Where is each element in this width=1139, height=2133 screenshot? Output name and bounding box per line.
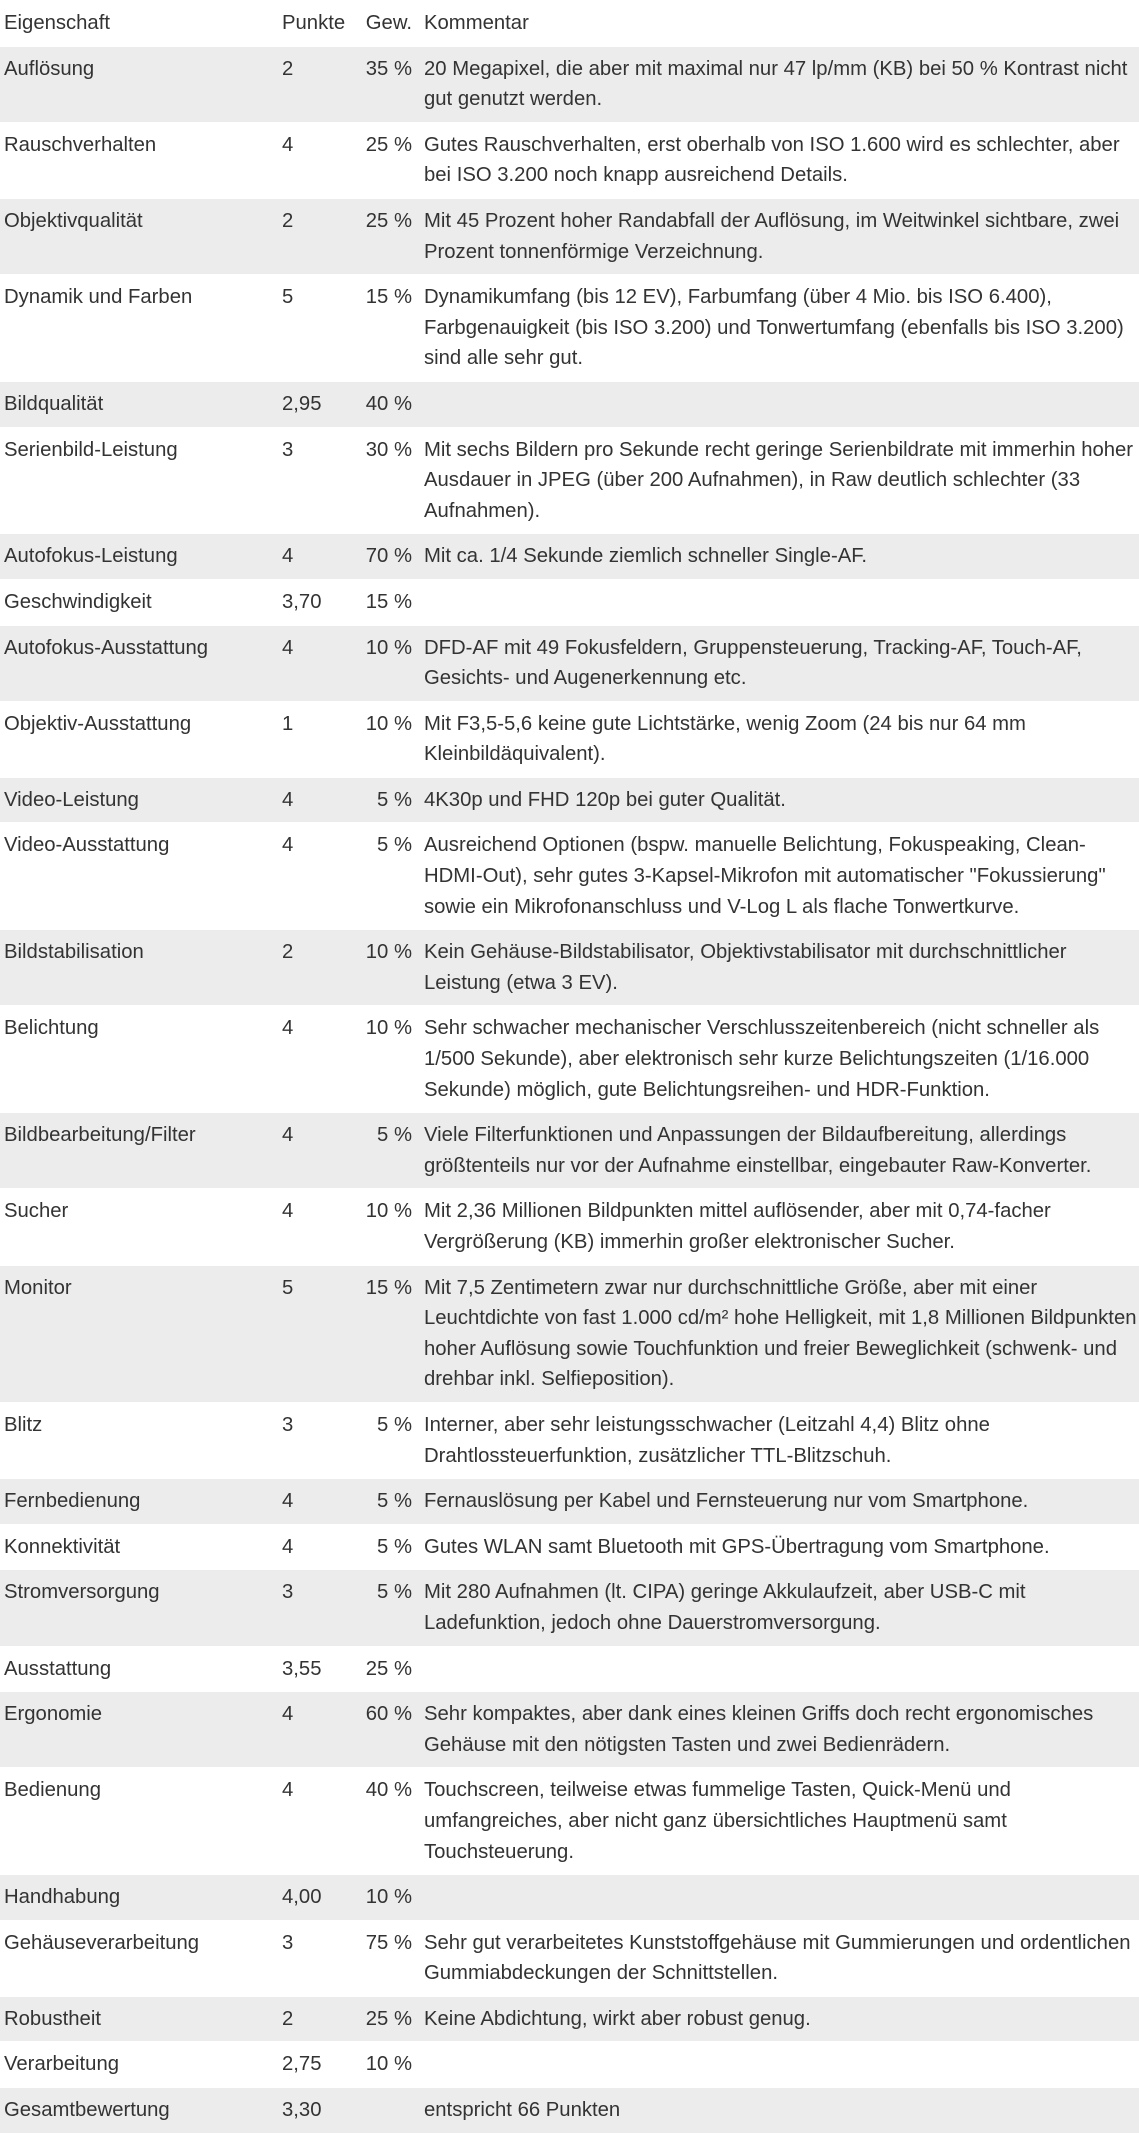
table-row	[0, 579, 1139, 625]
table-row	[0, 46, 1139, 122]
row-points: 3	[282, 1931, 294, 1954]
row-property: Robustheit	[4, 2007, 101, 2030]
row-weight: 10 %	[365, 636, 412, 659]
row-weight: 35 %	[365, 57, 412, 80]
row-property: Fernbedienung	[4, 1490, 141, 1513]
row-comment: Touchscreen, teilweise etwas fummelige Tasten, Quick-Menü und umfangreiches, aber nicht ganz übersichtliches Hauptmenü samt Touchsteuerung.	[424, 1779, 1011, 1863]
row-weight: 10 %	[365, 1886, 412, 1909]
row-property: Stromversorgung	[4, 1581, 160, 1604]
row-comment: Mit sechs Bildern pro Sekunde recht geringe Serienbildrate mit immerhin hoher Ausdauer in JPEG (über 200 Aufnahmen), in Raw deutlich schlechter (33 Aufnahmen).	[424, 438, 1134, 522]
row-weight: 40 %	[365, 1779, 412, 1802]
table-row	[0, 701, 1139, 777]
row-weight	[349, 2088, 424, 2133]
table-row	[0, 929, 1139, 1005]
row-points: 1	[282, 712, 294, 735]
row-points: 4	[282, 834, 294, 857]
row-points: 3,70	[282, 590, 322, 613]
row-points: 4	[282, 788, 294, 811]
row-weight: 5 %	[377, 1413, 412, 1436]
table-row	[0, 1646, 1139, 1692]
row-property: Gehäuseverarbeitung	[4, 1931, 200, 1954]
row-weight: 15 %	[365, 286, 412, 309]
row-weight: 15 %	[365, 1276, 412, 1299]
table-row	[0, 1265, 1139, 1402]
row-points: 3	[282, 1581, 294, 1604]
row-property: Serienbild-Leistung	[4, 438, 178, 461]
row-points: 3	[282, 438, 294, 461]
row-weight: 10 %	[365, 1200, 412, 1223]
table-row	[0, 822, 1139, 929]
row-points: 2	[282, 2007, 294, 2030]
row-comment: Sehr gut verarbeitetes Kunststoffgehäuse mit Gummierungen und ordentlichen Gummiabdeckungen der Schnittstellen.	[424, 1931, 1131, 1985]
table-row	[0, 1569, 1139, 1645]
row-comment: Mit 280 Aufnahmen (lt. CIPA) geringe Akkulaufzeit, aber USB-C mit Ladefunktion, jedoch ohne Dauerstromversorgung.	[424, 1581, 1026, 1634]
table-row	[0, 625, 1139, 701]
row-weight: 10 %	[365, 1017, 412, 1040]
row-weight: 25 %	[365, 209, 412, 232]
row-property: Geschwindigkeit	[4, 590, 152, 613]
row-points: 4	[282, 1124, 294, 1147]
row-weight: 10 %	[365, 712, 412, 735]
row-property: Belichtung	[4, 1017, 99, 1040]
row-property: Monitor	[4, 1276, 72, 1299]
row-weight: 5 %	[377, 788, 412, 811]
row-points: 3	[282, 1413, 294, 1436]
row-comment: Ausreichend Optionen (bspw. manuelle Belichtung, Fokuspeaking, Clean-HDMI-Out), sehr gutes 3-Kapsel-Mikrofon mit automatischer "Fokussierung" sowie ein Mikrofonanschluss und V-Log L als flache Tonwertkurve.	[424, 834, 1106, 918]
row-comment	[424, 580, 1139, 625]
row-weight: 10 %	[365, 2053, 412, 2076]
row-comment: Fernauslösung per Kabel und Fernsteuerung nur vom Smartphone.	[424, 1490, 1029, 1513]
row-weight: 25 %	[365, 133, 412, 156]
row-comment: Mit F3,5-5,6 keine gute Lichtstärke, wenig Zoom (24 bis nur 64 mm Kleinbildäquivalent).	[424, 712, 1026, 766]
row-comment	[424, 2042, 1139, 2087]
row-property: Bildbearbeitung/Filter	[4, 1124, 196, 1147]
row-comment: Kein Gehäuse-Bildstabilisator, Objektivstabilisator mit durchschnittlicher Leistung (etwa 3 EV).	[424, 941, 1067, 994]
row-weight: 75 %	[365, 1931, 412, 1954]
row-points: 2	[282, 57, 294, 80]
row-property: Bildqualität	[4, 392, 104, 415]
row-comment: Viele Filterfunktionen und Anpassungen der Bildaufbereitung, allerdings größtenteils nur vor der Aufnahme einstellbar, eingebauter Raw-Konverter.	[424, 1124, 1092, 1177]
row-comment: Keine Abdichtung, wirkt aber robust genug.	[424, 2007, 811, 2030]
table-row	[0, 2041, 1139, 2087]
row-weight: 30 %	[365, 438, 412, 461]
table-header-row	[0, 0, 1139, 46]
table-row	[0, 1874, 1139, 1920]
row-property: Ausstattung	[4, 1657, 112, 1680]
row-property: Video-Leistung	[4, 788, 139, 811]
row-property: Video-Ausstattung	[4, 834, 170, 857]
row-property: Ergonomie	[4, 1703, 103, 1726]
row-weight: 5 %	[377, 1124, 412, 1147]
row-comment	[424, 1647, 1139, 1692]
row-comment	[424, 1875, 1139, 1920]
row-property: Gesamtbewertung	[4, 2099, 170, 2122]
row-property: Sucher	[4, 1200, 69, 1223]
table-row	[0, 777, 1139, 823]
table-row	[0, 1478, 1139, 1524]
row-comment: 4K30p und FHD 120p bei guter Qualität.	[424, 788, 786, 811]
row-comment: Sehr kompaktes, aber dank eines kleinen Griffs doch recht ergonomisches Gehäuse mit den nötigsten Tasten und zwei Bedienrädern.	[424, 1703, 1094, 1756]
table-row	[0, 198, 1139, 274]
table-row	[0, 2087, 1139, 2133]
table-row	[0, 1524, 1139, 1570]
row-weight: 5 %	[377, 1535, 412, 1558]
row-points: 5	[282, 286, 294, 309]
row-comment: Mit 7,5 Zentimetern zwar nur durchschnittliche Größe, aber mit einer Leuchtdichte von fast 1.000 cd/m² hohe Helligkeit, mit 1,8 Millionen Bildpunkten hoher Auflösung sowie Touchfunktion und freier Beweglichkeit (schwenk- und drehbar inkl. Selfieposition).	[424, 1276, 1137, 1391]
table-body	[0, 46, 1139, 2133]
row-comment: Interner, aber sehr leistungsschwacher (Leitzahl 4,4) Blitz ohne Drahtlossteuerfunktion, zusätzlicher TTL-Blitzschuh.	[424, 1413, 990, 1467]
row-weight: 10 %	[365, 941, 412, 964]
row-points: 4	[282, 1779, 294, 1802]
table-row	[0, 427, 1139, 534]
row-points: 4	[282, 133, 294, 156]
row-weight: 5 %	[377, 1490, 412, 1513]
table-row	[0, 1188, 1139, 1264]
row-comment: DFD-AF mit 49 Fokusfeldern, Gruppensteuerung, Tracking-AF, Touch-AF, Gesichts- und Augenerkennung etc.	[424, 636, 1082, 690]
table-row	[0, 274, 1139, 381]
row-comment: entspricht 66 Punkten	[424, 2099, 621, 2122]
table-row	[0, 1112, 1139, 1188]
row-property: Verarbeitung	[4, 2053, 120, 2076]
row-weight: 60 %	[365, 1703, 412, 1726]
table-row	[0, 1920, 1139, 1996]
row-points: 3,30	[282, 2099, 322, 2122]
row-points: 4	[282, 1017, 294, 1040]
row-comment: Mit ca. 1/4 Sekunde ziemlich schneller Single-AF.	[424, 545, 868, 568]
row-property: Bildstabilisation	[4, 941, 144, 964]
row-comment: 20 Megapixel, die aber mit maximal nur 47 lp/mm (KB) bei 50 % Kontrast nicht gut genutzt werden.	[424, 57, 1128, 111]
row-points: 2	[282, 209, 294, 232]
row-property: Autofokus-Leistung	[4, 545, 178, 568]
row-weight: 25 %	[365, 1657, 412, 1680]
row-points: 4	[282, 1490, 294, 1513]
row-property: Handhabung	[4, 1886, 121, 1909]
table-row	[0, 533, 1139, 579]
table-row	[0, 1996, 1139, 2042]
row-comment: Gutes Rauschverhalten, erst oberhalb von ISO 1.600 wird es schlechter, aber bei ISO 3.200 noch knapp ausreichend Details.	[424, 133, 1120, 187]
row-comment: Gutes WLAN samt Bluetooth mit GPS-Übertragung vom Smartphone.	[424, 1535, 1050, 1558]
table-row	[0, 122, 1139, 198]
row-comment	[424, 382, 1139, 427]
row-weight: 40 %	[365, 392, 412, 415]
row-property: Bedienung	[4, 1779, 101, 1802]
row-property: Blitz	[4, 1413, 43, 1436]
row-property: Objektivqualität	[4, 209, 143, 232]
row-points: 4	[282, 1535, 294, 1558]
row-property: Autofokus-Ausstattung	[4, 636, 209, 659]
row-comment: Mit 2,36 Millionen Bildpunkten mittel auflösender, aber mit 0,74-facher Vergrößerung (KB) immerhin großer elektronischer Sucher.	[424, 1200, 1051, 1253]
row-comment: Dynamikumfang (bis 12 EV), Farbumfang (über 4 Mio. bis ISO 6.400), Farbgenauigkeit (bis ISO 3.200) und Tonwertumfang (ebenfalls bis ISO 3.200) sind alle sehr gut.	[424, 286, 1124, 370]
row-property: Auflösung	[4, 57, 95, 80]
row-property: Konnektivität	[4, 1535, 121, 1558]
row-points: 4	[282, 1703, 294, 1726]
table-row	[0, 1767, 1139, 1874]
row-points: 4	[282, 545, 294, 568]
row-points: 5	[282, 1276, 294, 1299]
row-points: 2	[282, 941, 294, 964]
header-property: Eigenschaft	[4, 12, 110, 34]
header-points: Punkte	[282, 12, 346, 34]
table-row	[0, 1691, 1139, 1767]
row-property: Rauschverhalten	[4, 133, 157, 156]
table-row	[0, 1005, 1139, 1112]
row-property: Dynamik und Farben	[4, 286, 193, 309]
row-points: 4,00	[282, 1886, 322, 1909]
row-points: 4	[282, 1200, 294, 1223]
row-points: 3,55	[282, 1657, 322, 1680]
header-comment: Kommentar	[424, 12, 529, 34]
header-weight: Gew.	[365, 12, 412, 34]
row-points: 2,75	[282, 2053, 322, 2076]
row-property: Objektiv-Ausstattung	[4, 712, 192, 735]
row-points: 4	[282, 636, 294, 659]
row-points: 2,95	[282, 392, 322, 415]
row-weight: 5 %	[377, 834, 412, 857]
row-weight: 25 %	[365, 2007, 412, 2030]
row-comment: Sehr schwacher mechanischer Verschlusszeitenbereich (nicht schneller als 1/500 Sekunde), aber elektronisch sehr kurze Belichtungszeiten (1/16.000 Sekunde) möglich, gute Belichtungsreihen- und HDR-Funktion.	[424, 1017, 1100, 1101]
table-row	[0, 1402, 1139, 1478]
row-comment: Mit 45 Prozent hoher Randabfall der Auflösung, im Weitwinkel sichtbare, zwei Prozent tonnenförmige Verzeichnung.	[424, 209, 1120, 263]
row-weight: 70 %	[365, 545, 412, 568]
row-weight: 5 %	[377, 1581, 412, 1604]
row-weight: 15 %	[365, 590, 412, 613]
table-row	[0, 381, 1139, 427]
